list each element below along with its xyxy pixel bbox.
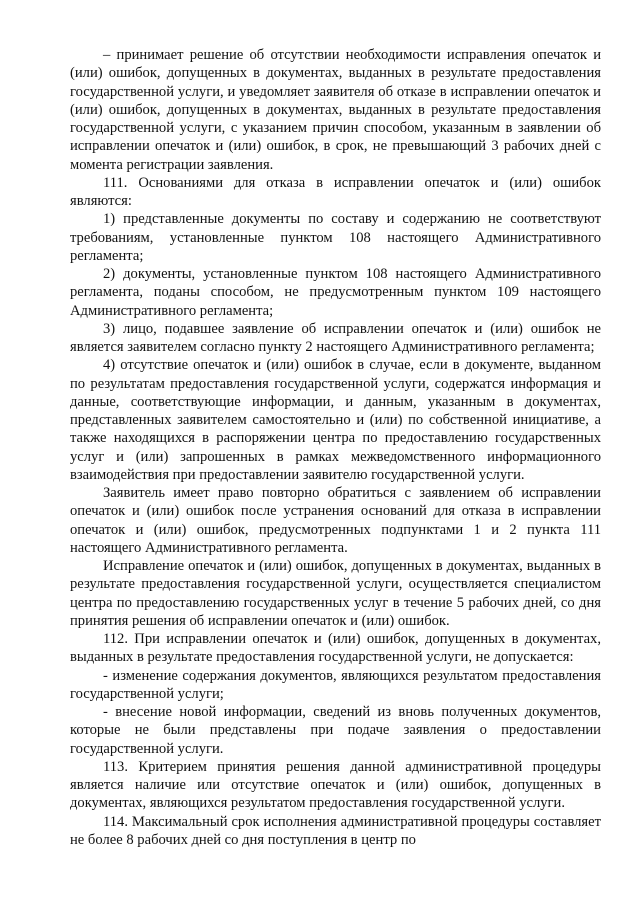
paragraph-112-bullet-2: - внесение новой информации, сведений из вновь полученных документов, которые не были представлены при подаче заявления о предоставлении государственной услуги. <box>70 704 601 757</box>
paragraph-111-item-3: 3) лицо, подавшее заявление об исправлении опечаток и (или) ошибок не является заявителем согласно пункту 2 настоящего Административного регламента; <box>70 320 601 355</box>
paragraph-113-criterion: 113. Критерием принятия решения данной административной процедуры является наличие или отсутствие опечаток и (или) ошибок, допущенных в документах, являющихся результатом предоставления государственной услуги. <box>70 758 601 812</box>
document-page <box>70 46 601 849</box>
paragraph-111-item-1: 1) представленные документы по составу и содержанию не соответствуют требованиям, установленные пунктом 108 настоящего Административного регламента; <box>70 211 601 264</box>
paragraph-114-max-term: 114. Максимальный срок исполнения административной процедуры составляет не более 8 рабочих дней со дня поступления в центр по <box>70 813 601 848</box>
paragraph-111-item-4: 4) отсутствие опечаток и (или) ошибок в случае, если в документе, выданном по результатам предоставления государственной услуги, содержатся информация и данные, соответствующие информации, и данным, указанным в документах, представленных заявителем самостоятельно и (или) по собственной инициативе, а также находящихся в распоряжении центра по предоставлению государственных услуг и (или) запрошенных в рамках межведомственного информационного взаимодействия при предоставлении заявителю государственной услуги. <box>70 357 601 483</box>
paragraph-repeat-application: Заявитель имеет право повторно обратиться с заявлением об исправлении опечаток и (или) ошибок после устранения оснований для отказа в исправлении опечаток и (или) ошибок, предусмотренных подпунктами 1 и 2 пункта 111 настоящего Административного регламента. <box>70 485 601 556</box>
paragraph-111-item-2: 2) документы, установленные пунктом 108 настоящего Административного регламента, поданы способом, не предусмотренным пунктом 109 настоящего Административного регламента; <box>70 266 601 319</box>
paragraph-correction-term: Исправление опечаток и (или) ошибок, допущенных в документах, выданных в результате предоставления государственной услуги, осуществляется специалистом центра по предоставлению государственных услуг в течение 5 рабочих дней, со дня принятия решения об исправлении опечаток и (или) ошибок. <box>70 558 601 629</box>
paragraph-112-bullet-1: - изменение содержания документов, являющихся результатом предоставления государственной услуги; <box>70 667 601 702</box>
paragraph-decision-no-correction: – принимает решение об отсутствии необходимости исправления опечаток и (или) ошибок, допущенных в документах, выданных в результате предоставления государственной услуги, и уведомляет заявителя об отказе в исправлении опечаток и (или) ошибок, допущенных в документах, выданных в результате предоставления государственной услуги, с указанием причин способом, указанным в заявлении об исправлении опечаток и (или) ошибок, в срок, не превышающий 3 рабочих дней с момента регистрации заявления. <box>70 47 601 173</box>
paragraph-111-refusal-grounds: 111. Основаниями для отказа в исправлении опечаток и (или) ошибок являются: <box>70 174 601 209</box>
paragraph-112-not-allowed: 112. При исправлении опечаток и (или) ошибок, допущенных в документах, выданных в результате предоставления государственной услуги, не допускается: <box>70 631 601 666</box>
